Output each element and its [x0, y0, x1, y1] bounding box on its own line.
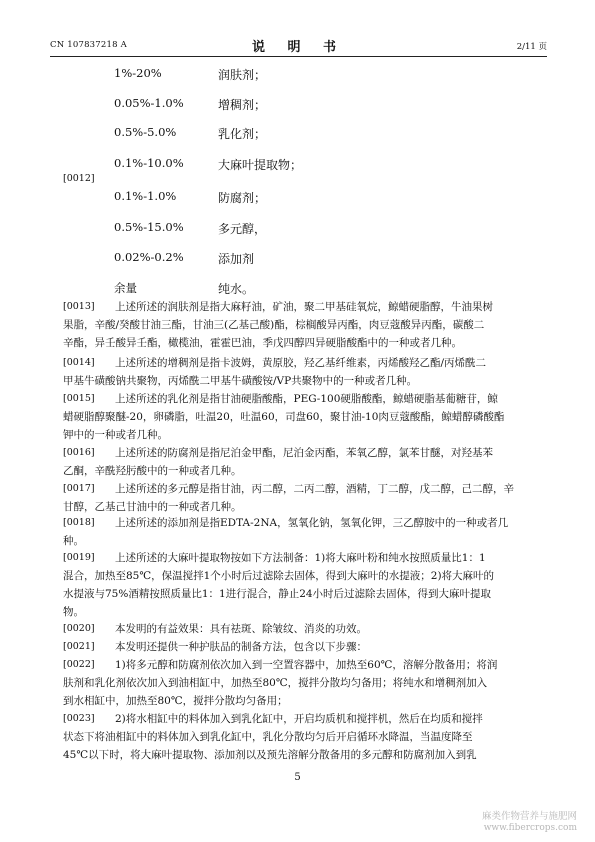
text-line: 上述所述的乳化剂是指甘油硬脂酸酯，PEG-100硬脂酸酯，鲸蜡硬脂基葡糖苷，鲸 [115, 393, 498, 405]
formula-ingredient: 乳化剂； [218, 127, 267, 141]
text-line: 45℃以下时，将大麻叶提取物、添加剂以及预先溶解分散备用的多元醇和防腐剂加入到乳 [63, 749, 477, 761]
formula-row [0, 66, 595, 86]
formula-amount: 余量 [114, 281, 137, 295]
formula-amount: 0.02%-0.2% [114, 250, 184, 264]
formula-tag: [0012] [63, 173, 95, 184]
text-line: 1)将多元醇和防腐剂依次加入到一空置容器中，加热至60℃，溶解分散备用；将润 [115, 659, 498, 671]
formula-amount: 0.1%-10.0% [114, 156, 184, 170]
text-line: 物。 [63, 606, 84, 618]
paragraph-0017 [63, 480, 561, 516]
paragraph-0021 [63, 638, 561, 656]
formula-amount: 0.5%-15.0% [114, 220, 184, 234]
paragraph-text [115, 638, 561, 656]
text-line: 甘醇，乙基己甘油中的一种或者几种。 [63, 501, 242, 513]
formula-row [0, 250, 595, 270]
paragraph-number: [0017] [63, 483, 95, 494]
paragraph-0022 [63, 656, 561, 710]
text-line: 蜡硬脂醇聚醚-20，卵磷脂，吐温20，吐温60，司盘60，聚甘油-10肉豆蔻酸酯，鲸蜡醇磷酸酯 [63, 411, 505, 423]
text-line: 上述所述的添加剂是指EDTA-2NA，氢氧化钠，氢氧化钾，三乙醇胺中的一种或者几 [115, 517, 509, 529]
paragraph-0019 [63, 549, 561, 621]
text-line: 种。 [63, 535, 84, 547]
text-line: 本发明的有益效果：具有祛斑、除皱纹、消炎的功效。 [115, 623, 367, 635]
paragraph-0015 [63, 390, 561, 444]
text-line: 到水相缸中，加热至80℃，搅拌分散均匀备用； [63, 695, 288, 707]
watermark-site-name: 麻类作物营养与施肥网 [481, 811, 577, 822]
paragraph-number: [0021] [63, 641, 95, 652]
formula-row [0, 220, 595, 240]
header-divider [50, 56, 547, 57]
paragraph-number: [0019] [63, 552, 95, 563]
paragraph-0014 [63, 354, 561, 390]
text-line: 上述所述的防腐剂是指尼泊金甲酯，尼泊金丙酯，苯氧乙醇，氯苯甘醚，对羟基苯 [115, 447, 493, 459]
formula-ingredient: 纯水。 [218, 282, 255, 296]
paragraph-number: [0018] [63, 517, 95, 528]
paragraph-number: [0022] [63, 659, 95, 670]
paragraph-0023 [63, 710, 561, 764]
text-line: 果脂，辛酸/癸酸甘油三酯，甘油三(乙基己酸)酯，棕榈酸异丙酯，肉豆蔻酸异丙酯，碳酸二 [63, 319, 485, 331]
paragraph-number: [0013] [63, 301, 95, 312]
text-line: 2)将水相缸中的料体加入到乳化缸中，开启均质机和搅拌机，然后在均质和搅拌 [115, 713, 483, 725]
paragraph-text [115, 620, 561, 638]
formula-ingredient: 防腐剂； [218, 191, 267, 205]
text-line: 上述所述的大麻叶提取物按如下方法制备：1)将大麻叶粉和纯水按照质量比1：1 [115, 552, 486, 564]
text-line: 钾中的一种或者几种。 [63, 429, 168, 441]
formula-amount: 1%-20% [114, 66, 162, 80]
page-count: 2/11 页 [516, 42, 547, 52]
paragraph-number: [0014] [63, 357, 95, 368]
formula-row [0, 280, 595, 300]
paragraph-0018 [63, 514, 561, 550]
formula-amount: 0.5%-5.0% [114, 125, 177, 139]
watermark-url: www.fibercrops.com [483, 823, 577, 833]
text-line: 甲基牛磺酸钠共聚物，丙烯酰二甲基牛磺酸铵/VP共聚物中的一种或者几种。 [63, 375, 418, 387]
text-line: 上述所述的增稠剂是指卡波姆，黄原胶，羟乙基纤维素，丙烯酸羟乙酯/丙烯酰二 [115, 357, 487, 369]
text-line: 混合，加热至85℃，保温搅拌1个小时后过滤除去固体，得到大麻叶的水提液；2)将大麻叶的 [63, 570, 495, 582]
paragraph-number: [0023] [63, 713, 95, 724]
formula-row [0, 156, 595, 176]
paragraph-0016 [63, 444, 561, 480]
text-line: 状态下将油相缸中的料体加入到乳化缸中，乳化分散均匀后开启循环水降温，当温度降至 [63, 731, 473, 743]
text-line: 上述所述的多元醇是指甘油，丙二醇，二丙二醇，酒精，丁二醇，戊二醇，己二醇，辛 [115, 483, 514, 495]
formula-row [0, 125, 595, 145]
text-line: 乙酮，辛酰羟肟酸中的一种或者几种。 [63, 465, 242, 477]
page-header [50, 36, 547, 54]
paragraph-number: [0020] [63, 623, 95, 634]
paragraph-0013 [63, 298, 561, 352]
paragraph-number: [0016] [63, 447, 95, 458]
text-line: 肤剂和乳化剂依次加入到油相缸中，加热至80℃，搅拌分散均匀备用；将纯水和增稠剂加入 [63, 677, 488, 689]
page-number: 5 [294, 772, 301, 783]
formula-ingredient: 大麻叶提取物； [218, 158, 303, 172]
text-line: 上述所述的润肤剂是指大麻籽油，矿油，聚二甲基硅氧烷，鲸蜡硬脂醇，牛油果树 [115, 301, 493, 313]
formula-amount: 0.1%-1.0% [114, 189, 177, 203]
formula-ingredient: 增稠剂； [218, 98, 267, 112]
paragraph-number: [0015] [63, 393, 95, 404]
text-line: 辛酯，异壬酸异壬酯，橄榄油，霍霍巴油，季戊四醇四异硬脂酸酯中的一种或者几种。 [63, 337, 462, 349]
formula-ingredient: 润肤剂； [218, 68, 267, 82]
text-line: 水提液与75%酒精按照质量比1：1进行混合，静止24小时后过滤除去固体，得到大麻叶提取 [63, 588, 492, 600]
formula-ingredient: 多元醇， [218, 222, 267, 236]
formula-ingredient: 添加剂 [218, 252, 255, 266]
paragraph-0020 [63, 620, 561, 638]
formula-row [0, 189, 595, 209]
text-line: 本发明还提供一种护肤品的制备方法，包含以下步骤： [115, 641, 367, 653]
patent-number: CN 107837218 A [50, 40, 127, 50]
document-title: 说 明 书 [251, 40, 346, 55]
formula-amount: 0.05%-1.0% [114, 96, 184, 110]
formula-row [0, 96, 595, 116]
